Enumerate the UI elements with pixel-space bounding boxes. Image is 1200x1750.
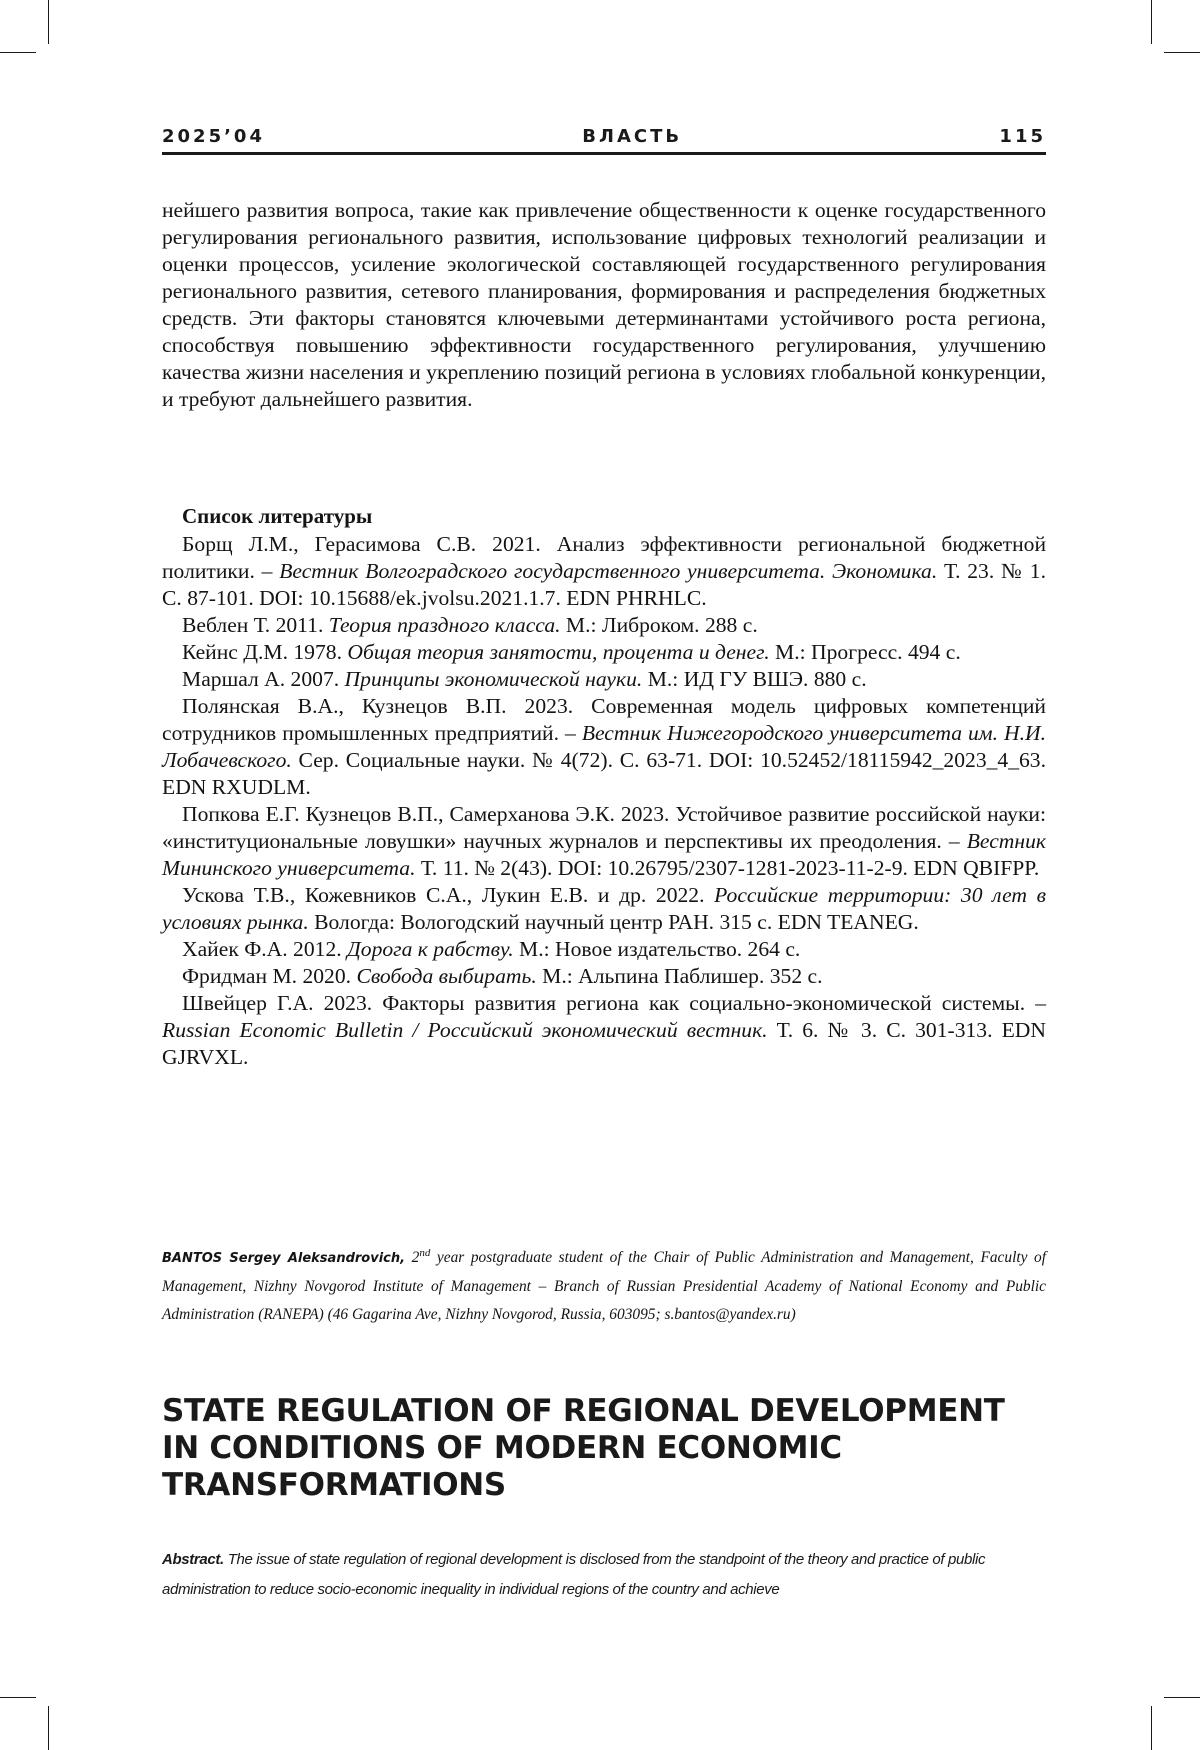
crop-mark-bottom-left — [48, 1706, 49, 1750]
reference-title: Общая теория занятости, процента и денег. — [347, 640, 769, 664]
reference-publication: М.: ИД ГУ ВШЭ. 880 с. — [642, 667, 866, 691]
journal-name: ВЛАСТЬ — [582, 126, 682, 147]
reference-authors: Ускова Т.В., Кожевников С.А., Лукин Е.В. и др. 2022. — [182, 883, 714, 907]
reference-authors: Полянская В.А., Кузнецов В.П. 2023. Современная модель цифровых компетенций сотрудников промышленных предприятий. – — [162, 694, 1046, 745]
reference-title: Russian Economic Bulletin / Российский экономический вестник. — [162, 1018, 768, 1042]
reference-title: Принципы экономической науки. — [345, 667, 643, 691]
reference-title: Свобода выбирать. — [356, 964, 536, 988]
reference-title: Вестник Волгоградского государственного университета. Экономика. — [279, 559, 937, 583]
author-year: 2 — [405, 1249, 419, 1266]
reference-publication: Т. 23. № 1. С. 87-101. DOI: 10.15688/ek.jvolsu.2021.1.7. EDN PHRHLC. — [162, 559, 1046, 610]
reference-title: Российские территории: 30 лет в условиях рынка. — [162, 883, 1046, 934]
reference-publication: М.: Новое издательство. 264 с. — [514, 937, 801, 961]
reference-item — [162, 693, 1046, 801]
reference-publication: М.: Альпина Паблишер. 352 с. — [537, 964, 823, 988]
reference-item — [162, 801, 1046, 882]
references-heading: Список литературы — [182, 503, 372, 530]
body-paragraph: нейшего развития вопроса, такие как привлечение общественности к оценке государственного регулирования регионального развития, использование цифровых технологий реализации и оценки процессов, усиление экологи­ческой составляющей государственного регулирования регионального раз­вития, сетевого планирования, формирования и распределения бюджетных средств. Эти факторы становятся ключевыми детерминантами устойчивого роста региона, способствуя повышению эффективности государственного регулирования, улучшению качества жизни населения и укреплению пози­ций региона в условиях глобальной конкуренции, и требуют дальнейшего развития. — [162, 197, 1046, 413]
reference-publication: М.: Либроком. 288 с. — [561, 613, 758, 637]
crop-mark-top-right-h — [1164, 52, 1200, 53]
reference-title: Вестник Нижегородского университета им. Н.И. Лобачевского. — [162, 721, 1046, 772]
crop-mark-bottom-right — [1151, 1706, 1152, 1750]
author-name: BANTOS Sergey Aleksandrovich, — [162, 1251, 405, 1266]
reference-authors: Фридман М. 2020. — [182, 964, 356, 988]
reference-authors: Швейцер Г.А. 2023. Факторы развития региона как социально-экономической системы. – — [182, 991, 1046, 1015]
crop-mark-top-left — [48, 0, 49, 44]
header-rule — [162, 152, 1046, 155]
english-title-line: TRANSFORMATIONS — [162, 1467, 506, 1503]
references-list — [162, 531, 1046, 1071]
reference-authors: Борщ Л.М., Герасимова С.В. 2021. Анализ эффективности региональной бюджетной политики. – — [162, 532, 1046, 583]
crop-mark-top-left-h — [0, 52, 36, 53]
english-article-title — [162, 1393, 1046, 1504]
running-header — [162, 126, 1046, 154]
reference-item — [162, 990, 1046, 1071]
reference-title: Теория праздного класса. — [329, 613, 561, 637]
reference-publication: М.: Прогресс. 494 с. — [770, 640, 961, 664]
reference-publication: Вологда: Вологодский научный центр РАН. 315 с. EDN TEANEG. — [309, 910, 919, 934]
author-year-suffix: nd — [419, 1247, 430, 1259]
crop-mark-bottom-right-h — [1164, 1697, 1200, 1698]
crop-mark-top-right — [1151, 0, 1152, 44]
abstract-label: Abstract. — [162, 1551, 224, 1568]
page-number: 115 — [999, 126, 1046, 147]
reference-authors: Попкова Е.Г. Кузнецов В.П., Самерханова Э.К. 2023. Устойчивое развитие российской науки: «институциональные ловушки» научных журналов и перспективы их преодоления. – — [162, 802, 1046, 853]
abstract — [162, 1545, 1046, 1605]
reference-item — [162, 666, 1046, 693]
issue-number: 2025’04 — [162, 126, 265, 147]
reference-item — [162, 612, 1046, 639]
english-title-line: IN CONDITIONS OF MODERN ECONOMIC — [162, 1430, 842, 1466]
reference-item — [162, 936, 1046, 963]
author-info — [162, 1244, 1046, 1329]
reference-item — [162, 639, 1046, 666]
author-details: year postgraduate student of the Chair of Public Administration and Management, Faculty of Management, Nizhny Novgorod Institute of Management – Branch of Russian Presidential Academy of National Economy and Public Administration (RANEPA) (46 Gagarina Ave, Nizhny Novgorod, Russia, 603095; s.bantos@yandex.ru) — [162, 1249, 1046, 1323]
reference-item — [162, 882, 1046, 936]
reference-publication: Т. 6. № 3. С. 301-313. EDN GJRVXL. — [162, 1018, 1046, 1069]
reference-title: Дорога к рабству. — [347, 937, 514, 961]
reference-authors: Веблен Т. 2011. — [182, 613, 329, 637]
reference-authors: Хайек Ф.А. 2012. — [182, 937, 347, 961]
abstract-text: The issue of state regulation of regional development is disclosed from the standpoint of the theory and practice of public administration to reduce socio-economic inequality in individual regions of the country and achieve — [162, 1551, 985, 1598]
crop-mark-bottom-left-h — [0, 1697, 36, 1698]
reference-authors: Кейнс Д.М. 1978. — [182, 640, 347, 664]
reference-authors: Маршал А. 2007. — [182, 667, 345, 691]
reference-publication: Сер. Социальные науки. № 4(72). С. 63-71. DOI: 10.52452/18115942_2023_4_63. EDN RXUDLM. — [162, 748, 1046, 799]
english-title-line: STATE REGULATION OF REGIONAL DEVELOPMENT — [162, 1393, 1005, 1429]
reference-publication: Т. 11. № 2(43). DOI: 10.26795/2307-1281-2023-11-2-9. EDN QBIFPP. — [415, 856, 1039, 880]
reference-item — [162, 963, 1046, 990]
reference-item — [162, 531, 1046, 612]
reference-title: Вестник Мининского университета. — [162, 829, 1046, 880]
